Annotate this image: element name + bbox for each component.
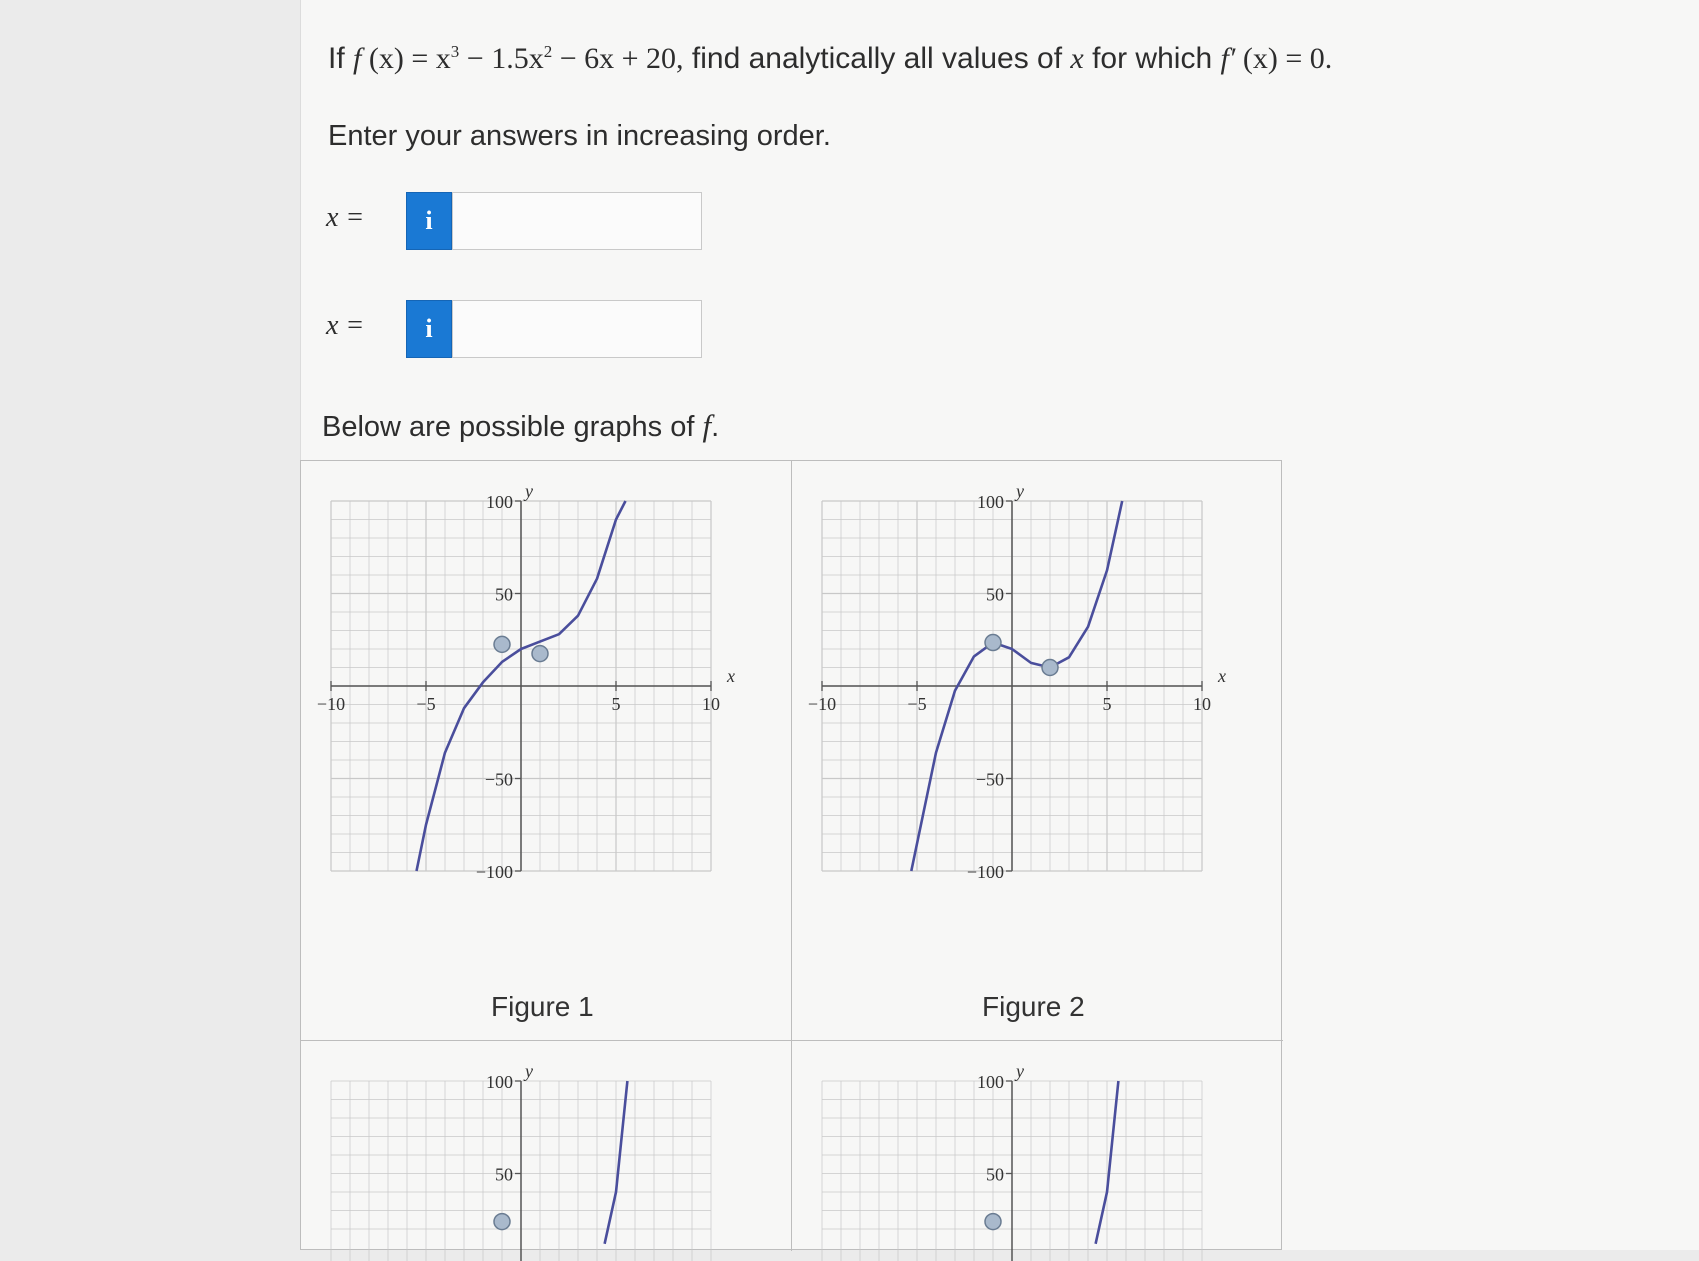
figure-2-caption: Figure 2	[982, 991, 1085, 1022]
question-text: If f $(x) = x^3 - 1.5x^2 - 6x + 20$, find analytically all values of x for which f′ (x) = 0.	[328, 42, 1333, 75]
y-axis-label: y	[525, 1061, 533, 1081]
y-tick-label: 50	[986, 1164, 1004, 1185]
x-axis-label: x	[1218, 666, 1226, 686]
critical-point	[985, 1214, 1001, 1230]
y-tick-label: 100	[486, 1072, 513, 1092]
figure-1-plot	[311, 481, 791, 981]
x-tick-label: 10	[702, 694, 720, 714]
info-icon[interactable]: i	[406, 300, 452, 358]
x-tick-label: 5	[611, 694, 621, 714]
critical-point	[985, 635, 1001, 651]
y-axis-label: y	[1016, 481, 1024, 501]
y-tick-label: 50	[986, 584, 1004, 605]
y-tick-label: −100	[966, 862, 1004, 882]
critical-point	[494, 636, 510, 652]
y-tick-label: 100	[977, 492, 1004, 512]
x-tick-label: −5	[907, 694, 927, 714]
critical-point	[532, 646, 548, 662]
figure-2-cell[interactable]	[792, 461, 1283, 1041]
x-tick-label: −5	[416, 694, 436, 714]
critical-point	[1042, 660, 1058, 676]
y-tick-label: −50	[484, 769, 513, 790]
info-icon[interactable]: i	[406, 192, 452, 250]
figure-4-cell[interactable]	[792, 1041, 1283, 1251]
y-tick-label: 50	[495, 1164, 513, 1185]
answer-label: x =	[326, 202, 365, 233]
y-tick-label: −100	[475, 862, 513, 882]
y-tick-label: 100	[486, 492, 513, 512]
x-tick-label: −10	[316, 694, 346, 714]
figure-3-cell[interactable]	[301, 1041, 792, 1251]
figure-1-caption: Figure 1	[491, 991, 594, 1022]
y-tick-label: 50	[495, 584, 513, 605]
graphs-intro: Below are possible graphs of f.	[322, 408, 720, 443]
y-tick-label: 100	[977, 1072, 1004, 1092]
answer-label: x =	[326, 310, 365, 341]
answer-input-1[interactable]	[452, 192, 702, 250]
y-axis-label: y	[525, 481, 533, 501]
answer-input-2[interactable]	[452, 300, 702, 358]
figure-3-plot	[311, 1061, 791, 1261]
figure-1-cell[interactable]	[301, 461, 792, 1041]
figure-4-plot	[802, 1061, 1282, 1261]
critical-point	[494, 1214, 510, 1230]
x-tick-label: 10	[1193, 694, 1211, 714]
y-axis-label: y	[1016, 1061, 1024, 1081]
y-tick-label: −50	[975, 769, 1004, 790]
x-tick-label: −10	[807, 694, 837, 714]
x-axis-label: x	[727, 666, 735, 686]
answer-row-1	[326, 192, 746, 252]
x-tick-label: 5	[1102, 694, 1112, 714]
answer-row-2	[326, 300, 746, 360]
graph-options-grid	[300, 460, 1282, 1250]
instruction-text: Enter your answers in increasing order.	[328, 120, 831, 152]
figure-2-plot	[802, 481, 1282, 981]
